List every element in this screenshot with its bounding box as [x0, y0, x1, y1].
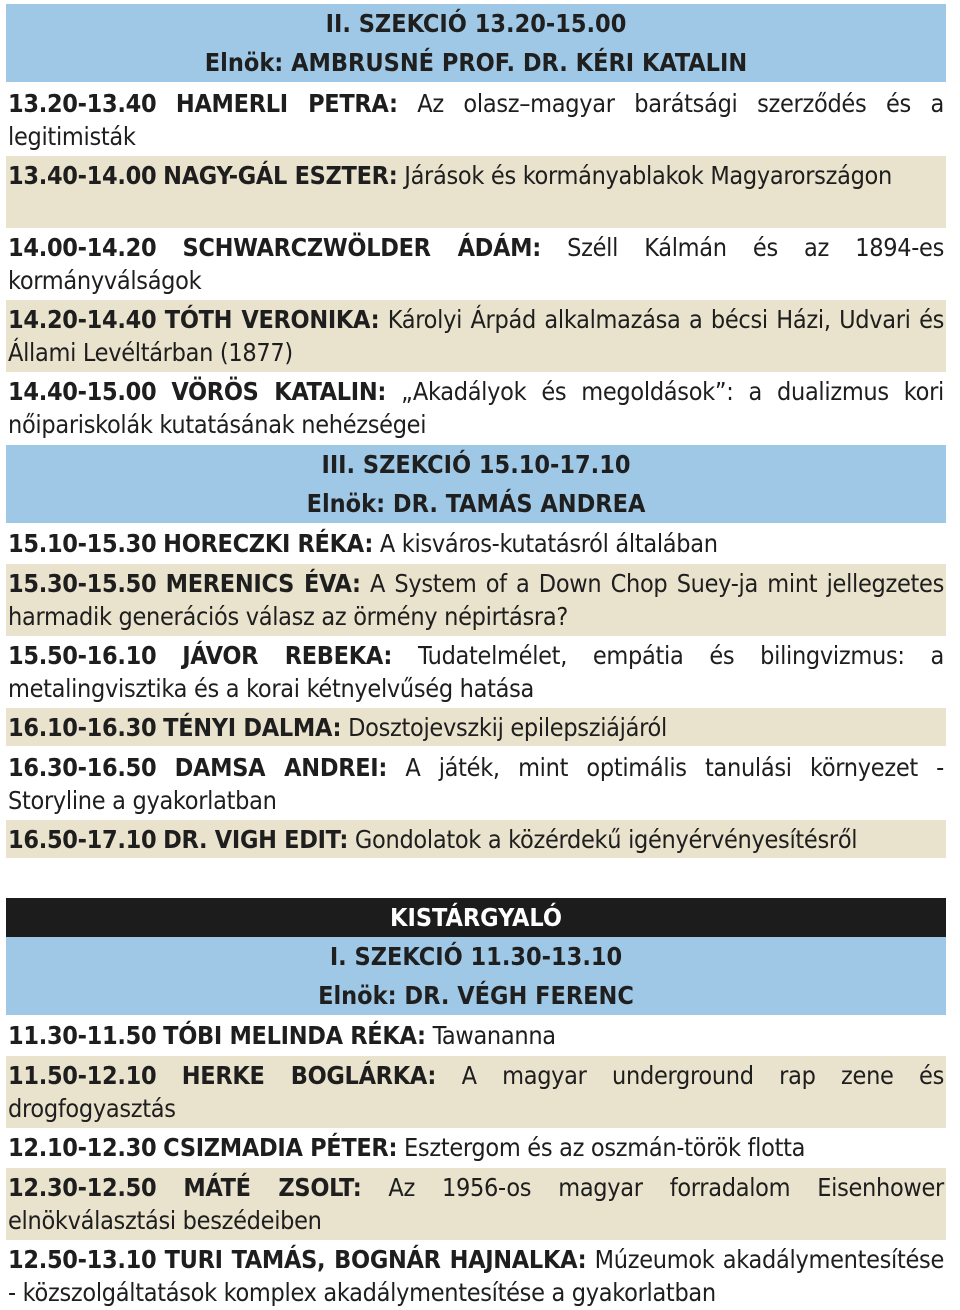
talk-row — [6, 708, 946, 746]
section-chair: Elnök: AMBRUSNÉ PROF. DR. KÉRI KATALIN — [6, 43, 946, 82]
talk-row — [6, 300, 946, 372]
talk-time: 15.50-16.10 — [8, 641, 157, 670]
talk-row — [6, 1056, 946, 1128]
talk-row — [6, 564, 946, 636]
talk-time: 14.00-14.20 — [8, 233, 157, 262]
talk-title: Múzeumok akadálymentesítése - közszolgáltatások komplex akadálymentesítése a gyakorlatban — [8, 1245, 945, 1307]
venue-header: KISTÁRGYALÓ — [6, 898, 946, 937]
talk-title: „Akadályok és megoldások”: a dualizmus kori nőipariskolák kutatásának nehézségei — [8, 377, 944, 439]
talk-row — [6, 84, 946, 156]
talk-row — [6, 636, 946, 708]
talk-speaker: HAMERLI PETRA: — [175, 89, 398, 118]
talk-speaker: TURI TAMÁS, BOGNÁR HAJNALKA: — [164, 1245, 587, 1274]
talk-speaker: TÉNYI DALMA: — [163, 713, 342, 742]
talk-time: 13.40-14.00 — [8, 161, 157, 190]
talk-title: Károlyi Árpád alkalmazása a bécsi Házi, Udvari és Állami Levéltárban (1877) — [8, 305, 945, 367]
talk-speaker: VÖRÖS KATALIN: — [171, 377, 387, 406]
talk-speaker: MÁTÉ ZSOLT: — [183, 1173, 362, 1202]
talk-time: 16.50-17.10 — [8, 825, 157, 854]
talk-row — [6, 1240, 946, 1310]
talk-title: Az 1956-os magyar forradalom Eisenhower elnökválasztási beszédeiben — [8, 1173, 944, 1235]
talk-title: Széll Kálmán és az 1894-es kormányválságok — [8, 233, 945, 295]
talk-time: 12.30-12.50 — [8, 1173, 157, 1202]
talk-time: 15.10-15.30 — [8, 529, 157, 558]
talk-time: 14.40-15.00 — [8, 377, 157, 406]
talk-speaker: SCHWARCZWÖLDER ÁDÁM: — [182, 233, 541, 262]
talk-time: 16.30-16.50 — [8, 753, 157, 782]
talk-speaker: DR. VIGH EDIT: — [163, 825, 349, 854]
talk-time: 12.10-12.30 — [8, 1133, 157, 1162]
talk-time: 13.20-13.40 — [8, 89, 157, 118]
talk-title: Tawananna — [432, 1021, 556, 1050]
section-title: III. SZEKCIÓ 15.10-17.10 — [6, 445, 946, 484]
talk-title: A magyar underground rap zene és drogfogyasztás — [8, 1061, 944, 1123]
talk-row — [6, 1128, 946, 1166]
talk-title: Az olasz–magyar barátsági szerződés és a legitimisták — [8, 89, 945, 151]
talk-title: A kisváros-kutatásról általában — [379, 529, 718, 558]
talk-row — [6, 1168, 946, 1240]
talk-title: Tudatelmélet, empátia és bilingvizmus: a metalingvisztika és a korai kétnyelvűség hatása — [8, 641, 944, 703]
talk-title: Dosztojevszkij epilepsziájáról — [348, 713, 667, 742]
talk-row — [6, 748, 946, 820]
talk-speaker: MERENICS ÉVA: — [165, 569, 361, 598]
talk-row — [6, 524, 946, 562]
talk-speaker: TÓTH VERONIKA: — [164, 305, 380, 334]
talk-title: A System of a Down Chop Suey-ja mint jellegzetes harmadik generációs válasz az örmény népirtásra? — [8, 569, 945, 631]
talk-title: A játék, mint optimális tanulási környezet - Storyline a gyakorlatban — [8, 753, 944, 815]
talk-time: 15.30-15.50 — [8, 569, 157, 598]
talk-row — [6, 1016, 946, 1054]
talk-time: 16.10-16.30 — [8, 713, 157, 742]
talk-speaker: HORECZKI RÉKA: — [163, 529, 374, 558]
talk-row — [6, 228, 946, 300]
section-chair: Elnök: DR. TAMÁS ANDREA — [6, 484, 946, 523]
talk-speaker: TÓBI MELINDA RÉKA: — [163, 1021, 426, 1050]
talk-speaker: NAGY-GÁL ESZTER: — [163, 161, 398, 190]
talk-speaker: CSIZMADIA PÉTER: — [163, 1133, 398, 1162]
talk-row — [6, 820, 946, 858]
talk-time: 14.20-14.40 — [8, 305, 157, 334]
talk-speaker: DAMSA ANDREI: — [174, 753, 388, 782]
talk-time: 11.50-12.10 — [8, 1061, 157, 1090]
talk-title: Gondolatok a közérdekű igényérvényesítésről — [354, 825, 858, 854]
talk-time: 12.50-13.10 — [8, 1245, 157, 1274]
section-title: I. SZEKCIÓ 11.30-13.10 — [6, 937, 946, 976]
talk-title: Esztergom és az oszmán-török flotta — [404, 1133, 806, 1162]
talk-row — [6, 156, 946, 228]
section-title: II. SZEKCIÓ 13.20-15.00 — [6, 4, 946, 43]
talk-speaker: HERKE BOGLÁRKA: — [181, 1061, 437, 1090]
talk-row — [6, 372, 946, 444]
section-chair: Elnök: DR. VÉGH FERENC — [6, 976, 946, 1015]
talk-time: 11.30-11.50 — [8, 1021, 157, 1050]
talk-title: Járások és kormányablakok Magyarországon — [404, 161, 892, 190]
talk-speaker: JÁVOR REBEKA: — [182, 641, 393, 670]
